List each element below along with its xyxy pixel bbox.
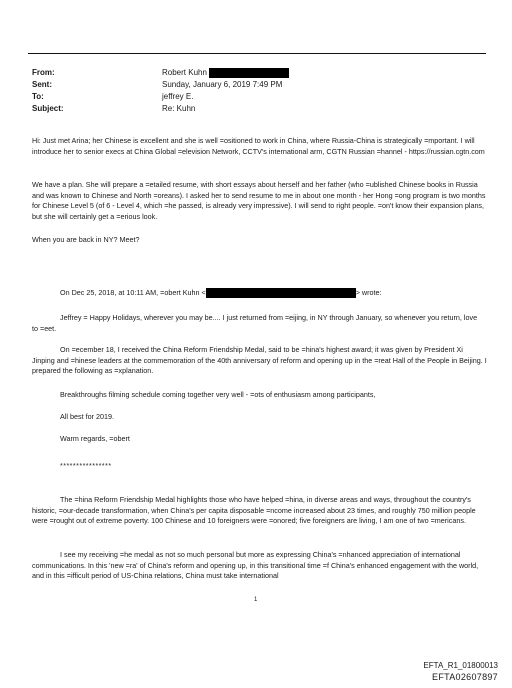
quoted-paragraph-5: Warm regards, =obert <box>60 434 130 443</box>
body-paragraph-2: We have a plan. She will prepare a =etailed resume, with short essays about herself and her father (who =ublished Chinese books in Russia and was known to Chinese and North =oreans). I asked her to send resume to me in about one month - her Hong =ong program is two months for Chinese Level 5 (of 6 - Level 4, which =he passed, is already very impressive). I will send to right people. =on't know their expansion plans, but she will certainly get a =erious look. <box>32 180 486 221</box>
quoted-intro <box>60 288 500 299</box>
quoted-intro-prefix: On Dec 25, 2018, at 10:11 AM, =obert Kuhn < <box>60 288 206 297</box>
subject-value: Re: Kuhn <box>162 104 196 113</box>
separator-stars: **************** <box>60 463 112 470</box>
top-rule <box>28 53 486 54</box>
page-number: 1 <box>254 597 258 603</box>
bates-number-primary: EFTA_R1_01800013 <box>423 661 498 670</box>
from-name: Robert Kuhn <box>162 68 207 78</box>
redaction-bar <box>209 68 289 78</box>
quoted-intro-suffix: > wrote: <box>355 288 382 297</box>
body-paragraph-1: Hi: Just met Arina; her Chinese is excellent and she is well =ositioned to work in China, where Russia-China is strategically =mportant. I will introduce her to senior execs at China Global =elevision Network, CCTV's international arm, CGTN Russian =hannel - https://russian.cgtn.com <box>32 136 485 156</box>
from-value <box>162 68 289 78</box>
quoted-paragraph-2: On =ecember 18, I received the China Reform Friendship Medal, said to be =hina's highest award; it was given by President Xi Jinping and =hinese leaders at the commemoration of the 40th anniversary of reform and opening up in the =reat Hall of the People in Beijing. I prepared the following as =xplanation. <box>32 345 487 376</box>
redaction-bar <box>206 288 356 298</box>
from-label: From: <box>32 68 55 77</box>
quoted-paragraph-3: Breakthroughs filming schedule coming together very well - =ots of enthusiasm among participants, <box>60 390 376 399</box>
sent-value: Sunday, January 6, 2019 7:49 PM <box>162 80 283 89</box>
subject-label: Subject: <box>32 104 64 113</box>
quoted-paragraph-7: I see my receiving =he medal as not so much personal but more as expressing China's =nhanced appreciation of international communications. In this 'new =ra' of China's reform and opening up, in this transitional time =f China's enhanced engagement with the world, and in this =ifficult period of US-China relations, China must take international <box>32 550 479 581</box>
body-paragraph-3: When you are back in NY? Meet? <box>32 235 140 244</box>
to-label: To: <box>32 92 44 101</box>
quoted-paragraph-6: The =hina Reform Friendship Medal highlights those who have helped =hina, in diverse areas and ways, throughout the country's historic, =our-decade transformation, when China's per capita disposable =ncome increased about 23 times, and roughly 750 million people were =rought out of extreme poverty. 100 Chinese and 10 foreigners were =onored; five foreigners are living, I am one of two =mericans. <box>32 495 476 526</box>
sent-label: Sent: <box>32 80 52 89</box>
quoted-paragraph-1: Jeffrey = Happy Holidays, wherever you may be.... I just returned from =eijing, in NY through January, so whenever you return, love to =eet. <box>32 313 478 333</box>
bates-number-secondary: EFTA02607897 <box>432 672 498 682</box>
quoted-paragraph-4: All best for 2019. <box>60 412 114 421</box>
to-value: jeffrey E. <box>162 92 194 101</box>
